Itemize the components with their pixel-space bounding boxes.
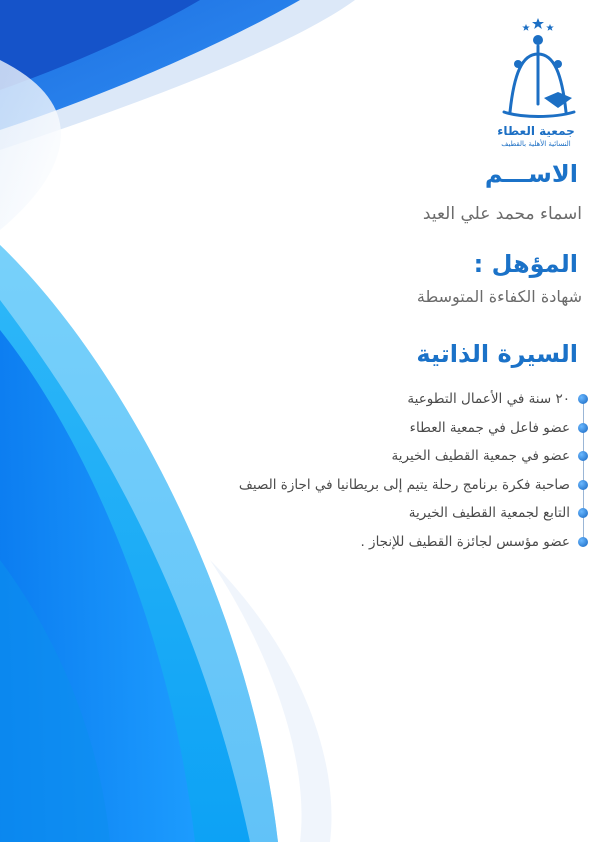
- list-item: ٢٠ سنة في الأعمال التطوعية: [148, 385, 588, 414]
- bullet-icon: [578, 394, 588, 404]
- bullet-icon: [578, 451, 588, 461]
- list-item: التابع لجمعية القطيف الخيرية: [148, 499, 588, 528]
- cv-heading: السيرة الذاتية: [416, 340, 578, 368]
- bullet-icon: [578, 480, 588, 490]
- list-item: عضو في جمعية القطيف الخيرية: [148, 442, 588, 471]
- bullet-icon: [578, 537, 588, 547]
- bullet-icon: [578, 423, 588, 433]
- cv-list: [148, 385, 588, 556]
- name-heading: الاســـم: [484, 160, 578, 188]
- organization-subtitle: النسائية الأهلية بالقطيف: [501, 140, 571, 148]
- list-item: صاحبة فكرة برنامج رحلة يتيم إلى بريطانيا في اجازة الصيف: [148, 471, 588, 500]
- bullet-icon: [578, 508, 588, 518]
- qualification-heading: المؤهل :: [473, 250, 578, 278]
- list-item: عضو فاعل في جمعية العطاء: [148, 414, 588, 443]
- name-value: اسماء محمد علي العيد: [422, 204, 582, 224]
- qualification-value: شهادة الكفاءة المتوسطة: [416, 287, 582, 306]
- list-item: عضو مؤسس لجائزة القطيف للإنجاز .: [148, 528, 588, 557]
- organization-name: جمعية العطاء: [497, 124, 575, 138]
